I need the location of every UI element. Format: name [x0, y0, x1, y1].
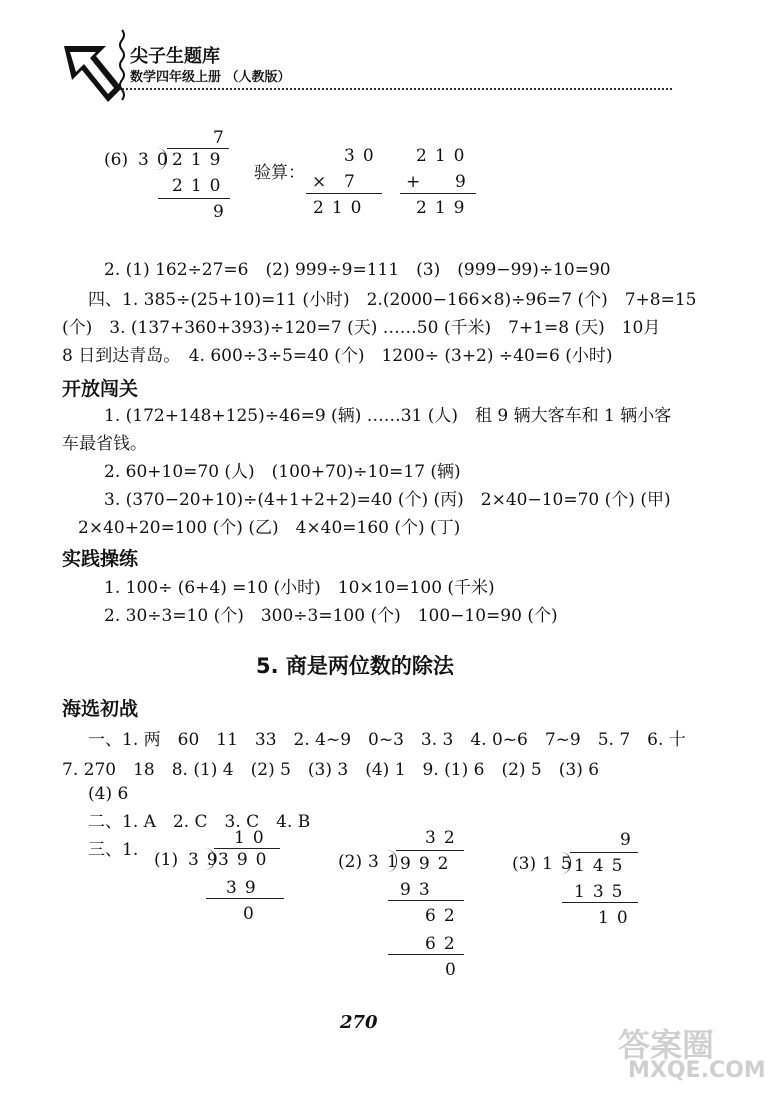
long-division-product: 210 — [172, 176, 229, 196]
div2-product2: 62 — [425, 934, 463, 954]
sjcl-line-2: 2. 30÷3=10 (个) 300÷3=100 (个) 100−10=90 (个) — [104, 606, 558, 626]
div1-product: 39 — [226, 878, 264, 898]
div1-divisor: 39 — [188, 850, 226, 870]
kfcg-line-1a: 1. (172+148+125)÷46=9 (辆) ……31 (人) 租 9 辆大客车和 1 辆小客 — [104, 406, 672, 426]
answer-line-4b: (个) 3. (137+360+393)÷120=7 (天) ……50 (千米) 7+1=8 (天) 10月 — [62, 318, 661, 338]
hxcz-line-3: (4) 6 — [88, 784, 129, 804]
page-number: 270 — [340, 1012, 378, 1033]
mult-operator: × — [312, 172, 327, 192]
heading-haixuan: 海选初战 — [62, 698, 139, 720]
div2-remainder: 0 — [445, 960, 464, 980]
hxcz-line-5-prefix: 三、1. — [88, 840, 139, 860]
header-dotted-rule — [122, 88, 672, 90]
add-operator: + — [406, 172, 421, 192]
div1-product-rule — [206, 898, 284, 899]
check-label: 验算： — [254, 163, 305, 183]
mult-result: 210 — [313, 198, 370, 218]
div2-dividend: 992 — [400, 854, 457, 874]
header-subtitle: 数学四年级上册 （人教版） — [130, 70, 291, 85]
heading-kaifang: 开放闯关 — [62, 378, 139, 400]
chapter-title: 5. 商是两位数的除法 — [256, 654, 454, 678]
arrow-logo-icon — [56, 40, 126, 110]
div3-top-rule — [570, 852, 638, 853]
div2-label: (2) — [338, 852, 363, 872]
div1-top-rule — [214, 848, 280, 849]
div3-label: (3) — [512, 854, 537, 874]
mult-bottom: 7 — [344, 172, 363, 192]
long-division-dividend: 219 — [172, 150, 229, 170]
long-division-quotient: 7 — [213, 128, 232, 148]
div2-product2-rule — [388, 954, 464, 955]
div2-quotient: 32 — [425, 828, 463, 848]
div1-quotient: 10 — [234, 828, 272, 848]
div2-product1-rule — [388, 900, 464, 901]
watermark-text: 答案圈 — [618, 1026, 715, 1064]
hxcz-line-1: 一、1. 两 60 11 33 2. 4~9 0~3 3. 3 4. 0~6 7~9 5. 7 6. 十 — [88, 730, 686, 750]
add-top: 210 — [416, 146, 473, 166]
division-top-rule — [167, 148, 229, 149]
add-result: 219 — [416, 198, 473, 218]
answer-line-4a: 四、1. 385÷(25+10)=11 (小时) 2.(2000−166×8)÷96=7 (个) 7+8=15 — [88, 290, 697, 310]
div1-remainder: 0 — [243, 904, 262, 924]
answer-line-4c: 8 日到达青岛。 4. 600÷3÷5=40 (个) 1200÷ (3+2) ÷40=6 (小时) — [62, 346, 613, 366]
div2-product1: 93 — [400, 880, 438, 900]
div2-divisor: 31 — [368, 852, 406, 872]
hxcz-line-2: 7. 270 18 8. (1) 4 (2) 5 (3) 3 (4) 1 9. (1) 6 (2) 5 (3) 6 — [62, 760, 600, 780]
long-division-divisor: 30 — [138, 150, 176, 170]
mult-rule — [306, 193, 382, 194]
add-rule — [400, 193, 476, 194]
div2-top-rule — [396, 850, 464, 851]
kfcg-line-3b: 2×40+20=100 (个) (乙) 4×40=160 (个) (丁) — [78, 518, 461, 538]
mult-top: 30 — [344, 146, 382, 166]
problem-6-label: (6) — [104, 150, 129, 170]
div1-label: (1) — [154, 850, 179, 870]
add-bottom: 9 — [455, 172, 474, 192]
heading-shijian: 实践操练 — [62, 548, 139, 570]
long-division-remainder: 9 — [213, 202, 232, 222]
kfcg-line-1b: 车最省钱。 — [62, 434, 147, 454]
division-product-rule — [158, 198, 230, 199]
div2-partial: 62 — [425, 906, 463, 926]
answer-line-2: 2. (1) 162÷27=6 (2) 999÷9=111 (3) (999−99)÷10=90 — [104, 260, 611, 280]
div3-product: 135 — [574, 882, 631, 902]
watermark-url: MXQE.COM — [628, 1058, 766, 1083]
sjcl-line-1: 1. 100÷ (6+4) =10 (小时) 10×10=100 (千米) — [104, 578, 495, 598]
kfcg-line-3a: 3. (370−20+10)÷(4+1+2+2)=40 (个) (丙) 2×40−10=70 (个) (甲) — [104, 490, 671, 510]
div3-remainder: 10 — [598, 908, 636, 928]
div3-product-rule — [562, 902, 638, 903]
header-title: 尖子生题库 — [130, 46, 220, 67]
div1-dividend: 390 — [218, 850, 275, 870]
hxcz-line-4: 二、1. A 2. C 3. C 4. B — [88, 812, 311, 832]
kfcg-line-2: 2. 60+10=70 (人) (100+70)÷10=17 (辆) — [104, 462, 461, 482]
div3-dividend: 145 — [574, 856, 631, 876]
div3-quotient: 9 — [620, 830, 639, 850]
div3-divisor: 15 — [542, 854, 580, 874]
